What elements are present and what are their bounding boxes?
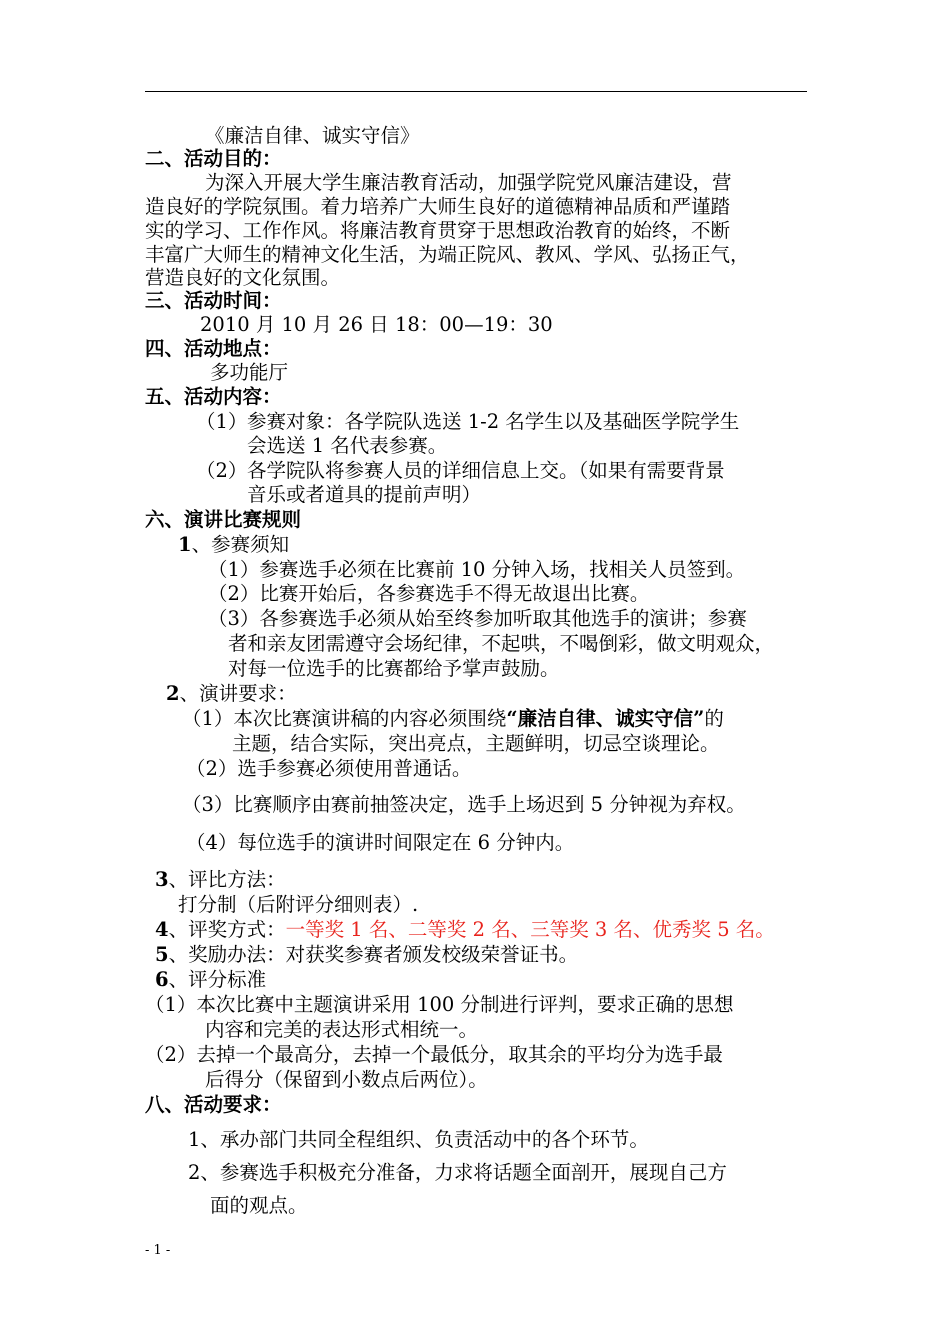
rule-2-item: [182, 707, 724, 731]
rule-4-label: 、评奖方式：: [168, 918, 286, 941]
section-5-item-text: 音乐或者道具的提前声明）: [247, 483, 482, 506]
rule-1-item: 对每一位选手的比赛都给予掌声鼓励。: [228, 657, 560, 680]
section-5-item-text: 各学院队将参赛人员的详细信息上交。（如果有需要背景: [247, 459, 725, 482]
event-location: 多功能厅: [210, 361, 289, 384]
section-2-line: 实的学习、工作作风。将廉洁教育贯穿于思想政治教育的始终，不断: [145, 219, 731, 242]
rule-3-heading: [155, 868, 286, 892]
section-3-heading: 三、活动时间：: [145, 289, 282, 312]
section-8-line: 1、承办部门共同全程组织、负责活动中的各个环节。: [188, 1128, 649, 1151]
theme-emphasis: “廉洁自律、诚实守信”: [506, 707, 705, 730]
section-5-item-number: （1）: [196, 410, 248, 433]
rule-5-line: [155, 943, 578, 967]
section-2-heading: 二、活动目的：: [145, 147, 282, 170]
rule-5-number: 5: [155, 943, 169, 966]
rule-3-number: 3: [155, 868, 169, 891]
rule-1-heading: [178, 533, 289, 557]
rule-2-item: （3）比赛顺序由赛前抽签决定，选手上场迟到 5 分钟视为弃权。: [182, 793, 746, 816]
header-rule: [145, 91, 807, 92]
section-6-heading: 六、演讲比赛规则: [145, 508, 302, 531]
section-2-line: 丰富广大师生的精神文化生活，为端正院风、教风、学风、弘扬正气，: [145, 243, 750, 266]
rule-6-heading: [155, 968, 266, 992]
section-5-item-number: （2）: [196, 459, 248, 482]
rule-6-item: 内容和完美的表达形式相统一。: [205, 1018, 479, 1041]
section-8-line: 面的观点。: [210, 1194, 308, 1217]
section-2-line: 营造良好的文化氛围。: [145, 266, 341, 289]
section-8-line: 2、参赛选手积极充分准备，力求将话题全面剖开，展现自己方: [188, 1161, 727, 1184]
rule-2-item: 主题，结合实际，突出亮点，主题鲜明，切忌空谈理论。: [232, 732, 720, 755]
award-list: 一等奖 1 名、二等奖 2 名、三等奖 3 名、优秀奖 5 名。: [285, 918, 775, 941]
rule-1-item: （3）各参赛选手必须从始至终参加听取其他选手的演讲；参赛: [208, 607, 747, 630]
rule-2-item-text: 的: [704, 707, 724, 730]
rule-6-item: 后得分（保留到小数点后两位）。: [205, 1068, 488, 1091]
rule-5-label: 、奖励办法：对获奖参赛者颁发校级荣誉证书。: [168, 943, 579, 966]
rule-2-item-text: （1）本次比赛演讲稿的内容必须围绕: [182, 707, 507, 730]
section-2-line: 造良好的学院氛围。着力培养广大师生良好的道德精神品质和严谨踏: [145, 195, 731, 218]
rule-6-item: （1）本次比赛中主题演讲采用 100 分制进行评判，要求正确的思想: [145, 993, 734, 1016]
rule-6-number: 6: [155, 968, 169, 991]
rule-3-label: 、评比方法：: [168, 868, 286, 891]
rule-2-number: 2: [166, 682, 180, 705]
rule-1-item: （2）比赛开始后，各参赛选手不得无故退出比赛。: [208, 582, 650, 605]
rule-6-label: 、评分标准: [168, 968, 267, 991]
event-time: 2010 月 10 月 26 日 18：00—19：30: [200, 313, 553, 336]
section-4-heading: 四、活动地点：: [145, 337, 282, 360]
theme-title: 《廉洁自律、诚实守信》: [205, 124, 420, 147]
rule-2-heading: [166, 682, 297, 706]
rule-1-item: （1）参赛选手必须在比赛前 10 分钟入场，找相关人员签到。: [208, 558, 746, 581]
scoring-method: 打分制（后附评分细则表）.: [178, 893, 419, 916]
rule-1-number: 1: [178, 533, 192, 556]
rule-4-line: [155, 918, 775, 942]
section-5-heading: 五、活动内容：: [145, 385, 282, 408]
rule-1-label: 、参赛须知: [191, 533, 290, 556]
section-2-line: 为深入开展大学生廉洁教育活动，加强学院党风廉洁建设，营: [205, 171, 732, 194]
page-number: - 1 -: [145, 1243, 171, 1258]
section-5-item-text: 参赛对象：各学院队选送 1-2 名学生以及基础医学院学生: [247, 410, 740, 433]
rule-2-label: 、演讲要求：: [179, 682, 297, 705]
rule-2-item: （4）每位选手的演讲时间限定在 6 分钟内。: [186, 831, 575, 854]
section-5-item-text: 会选送 1 名代表参赛。: [247, 434, 448, 457]
rule-6-item: （2）去掉一个最高分，去掉一个最低分，取其余的平均分为选手最: [145, 1043, 723, 1066]
rule-1-item: 者和亲友团需遵守会场纪律，不起哄，不喝倒彩，做文明观众，: [228, 632, 775, 655]
rule-2-item: （2）选手参赛必须使用普通话。: [186, 757, 472, 780]
section-8-heading: 八、活动要求：: [145, 1093, 282, 1116]
rule-4-number: 4: [155, 918, 169, 941]
